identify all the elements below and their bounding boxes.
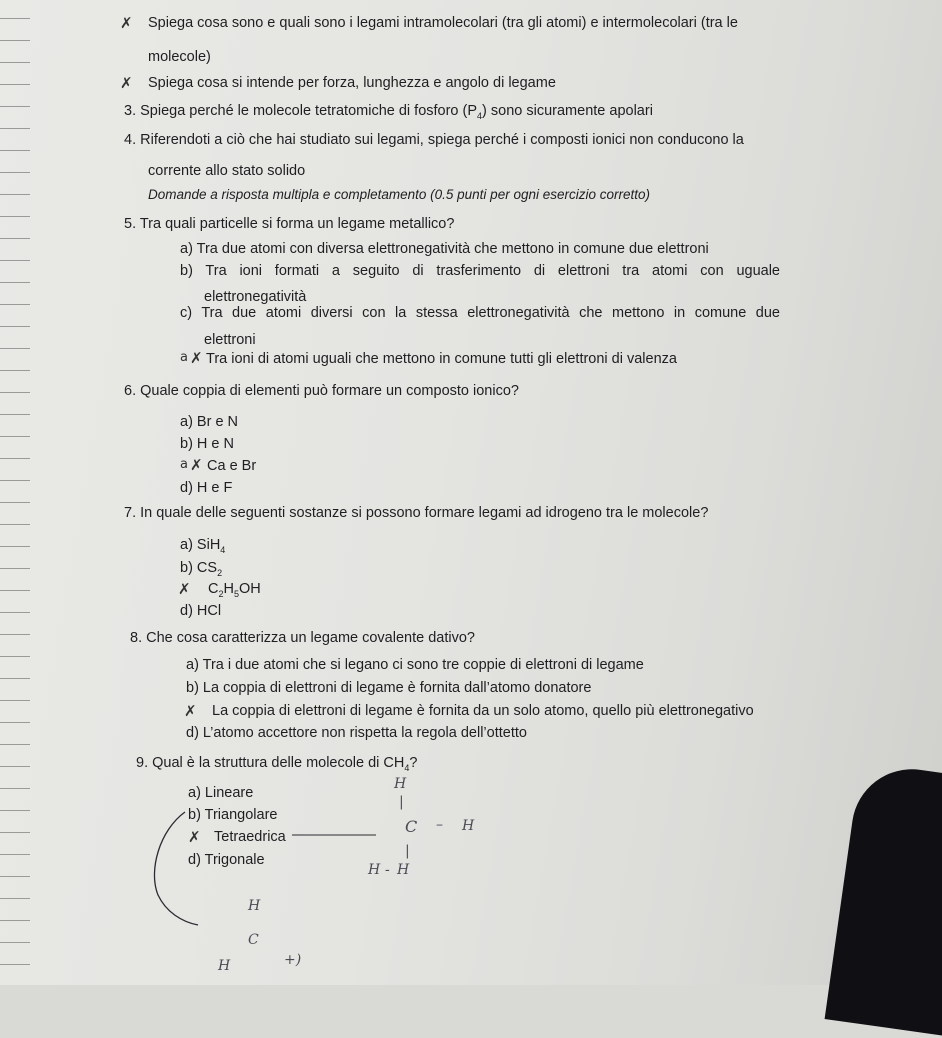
question-2: Spiega cosa si intende per forza, lunghezza e angolo di legame xyxy=(148,75,556,91)
question-6: 6. Quale coppia di elementi può formare un composto ionico? xyxy=(124,383,519,399)
answer-mark: a xyxy=(180,457,188,472)
q9-option-a: a) Lineare xyxy=(188,785,254,801)
question-3: 3. Spiega perché le molecole tetratomiche di fosforo $(P_4)$ sono sicuramente apolari xyxy=(124,103,653,121)
hw-h: H xyxy=(218,958,231,974)
question-7: 7. In quale delle seguenti sostanze si possono formare legami ad idrogeno tra le molecole? xyxy=(124,505,709,521)
q6-option-b: b) H e N xyxy=(180,436,234,452)
q9-option-b: b) Triangolare xyxy=(188,807,278,823)
q9-option-d: d) Trigonale xyxy=(188,852,265,868)
q5-option-b-line1: b) Tra ioni formati a seguito di trasferimento di elettroni tra atomi con uguale xyxy=(180,263,780,279)
q7-option-d: d) HCl xyxy=(180,603,222,619)
hw-h: H xyxy=(397,862,410,878)
question-4-line2: corrente allo stato solido xyxy=(148,163,306,179)
hw-bar: | xyxy=(405,843,410,859)
question-1-line1: Spiega cosa sono e quali sono i legami intramolecolari (tra gli atomi) e intermolecolari (tra le xyxy=(148,15,738,31)
cross-mark: ✗ xyxy=(190,456,203,474)
q8-option-b: b) La coppia di elettroni di legame è fornita dall’atomo donatore xyxy=(186,680,592,696)
hw-dash: - xyxy=(385,862,390,878)
question-5: 5. Tra quali particelle si forma un legame metallico? xyxy=(124,216,455,232)
q8-option-c: La coppia di elettroni di legame è fornita da un solo atomo, quello più elettronegativo xyxy=(212,703,754,719)
hw-h: H xyxy=(394,776,407,792)
q6-option-c: Ca e Br xyxy=(207,458,257,474)
cross-mark: ✗ xyxy=(178,580,191,598)
cross-mark: ✗ xyxy=(120,74,133,92)
q9-option-c: Tetraedrica xyxy=(214,829,286,845)
q6-option-a: a) Br e N xyxy=(180,414,239,430)
hw-bar: | xyxy=(399,794,404,810)
hw-plus: +) xyxy=(284,952,302,968)
cross-mark: ✗ xyxy=(188,828,201,846)
q8-option-a: a) Tra i due atomi che si legano ci sono tre coppie di elettroni di legame xyxy=(186,657,644,673)
hw-c: C xyxy=(248,932,259,948)
q5-option-a: a) Tra due atomi con diversa elettronegatività che mettono in comune due elettroni xyxy=(180,241,709,257)
q7-option-b: b) $CS_2$ xyxy=(180,560,223,578)
cross-mark: ✗ xyxy=(190,349,203,367)
q6-option-d: d) H e F xyxy=(180,480,233,496)
q8-option-d: d) L’atomo accettore non rispetta la regola dell’ottetto xyxy=(186,725,527,741)
hw-h: H xyxy=(462,818,475,834)
cross-mark: ✗ xyxy=(184,702,197,720)
section-note: Domande a risposta multipla e completamento (0.5 punti per ogni esercizio corretto) xyxy=(148,187,650,202)
hw-c: C xyxy=(405,817,418,836)
q5-option-c-line1: c) Tra due atomi diversi con la stessa elettronegatività che mettono in comune due xyxy=(180,305,780,321)
question-4-line1: 4. Riferendoti a ciò che hai studiato sui legami, spiega perché i composti ionici non conducono la xyxy=(124,132,744,148)
hw-dash: – xyxy=(436,817,443,833)
answer-mark: a xyxy=(180,350,188,365)
question-1-line2: molecole) xyxy=(148,49,211,65)
q7-option-a: a) SiH$_4$ xyxy=(180,537,226,555)
hw-h: H xyxy=(248,898,261,914)
q7-option-c: $C_2H_5OH$ xyxy=(208,581,261,599)
cross-mark: ✗ xyxy=(120,14,133,32)
question-8: 8. Che cosa caratterizza un legame covalente dativo? xyxy=(130,630,475,646)
q5-option-c-line2: elettroni xyxy=(204,332,256,348)
hw-h: H xyxy=(368,862,381,878)
question-9: 9. Qual è la struttura delle molecole di $CH_4$? xyxy=(136,755,418,773)
q5-option-d: Tra ioni di atomi uguali che mettono in comune tutti gli elettroni di valenza xyxy=(206,351,677,367)
q5-option-b-line2: elettronegatività xyxy=(204,289,307,305)
